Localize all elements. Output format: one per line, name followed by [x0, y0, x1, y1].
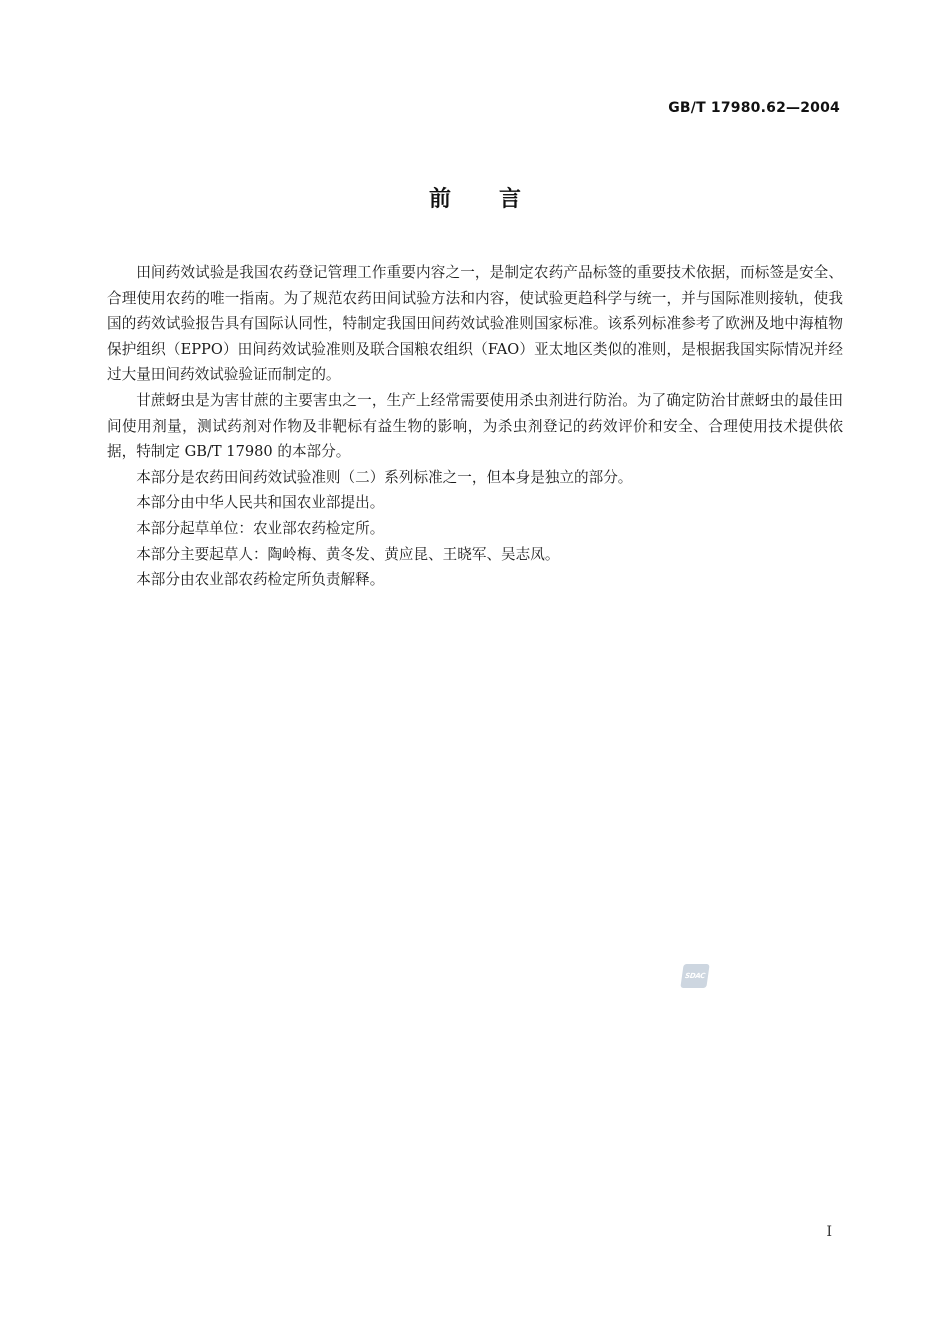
- paragraph-drafters: 本部分主要起草人：陶岭梅、黄冬发、黄应昆、王晓军、吴志凤。: [136, 545, 560, 563]
- paragraph-interpretation: 本部分由农业部农药检定所负责解释。: [136, 571, 385, 589]
- paragraph-intro: 田间药效试验是我国农药登记管理工作重要内容之一，是制定农药产品标签的重要技术依据，而标签是安全、合理使用农药的唯一指南。为了规范农药田间试验方法和内容，使试验更趋科学与统一，并与国际准则接轨，使我国的药效试验报告具有国际认同性，特制定我国田间药效试验准则国家标准。该系列标准参考了欧洲及地中海植物保护组织（EPPO）田间药效试验准则及联合国粮农组织（FAO）亚太地区类似的准则，是根据我国实际情况并经过大量田间药效试验验证而制定的。: [107, 264, 843, 384]
- paragraph-drafting-unit: 本部分起草单位：农业部农药检定所。: [136, 519, 385, 537]
- watermark-logo: SDAC: [680, 964, 709, 988]
- page-number: I: [826, 1224, 832, 1240]
- standard-number: GB/T 17980.62—2004: [668, 100, 840, 116]
- paragraph-proposer: 本部分由中华人民共和国农业部提出。: [136, 494, 385, 512]
- page-title: 前言: [428, 187, 569, 212]
- paragraph-series: 本部分是农药田间药效试验准则（二）系列标准之一，但本身是独立的部分。: [136, 468, 633, 486]
- paragraph-purpose: 甘蔗蚜虫是为害甘蔗的主要害虫之一，生产上经常需要使用杀虫剂进行防治。为了确定防治甘蔗蚜虫的最佳田间使用剂量，测试药剂对作物及非靶标有益生物的影响，为杀虫剂登记的药效评价和安全、合理使用技术提供依据，特制定 GB/T 17980 的本部分。: [107, 391, 843, 461]
- foreword-body: [107, 260, 843, 593]
